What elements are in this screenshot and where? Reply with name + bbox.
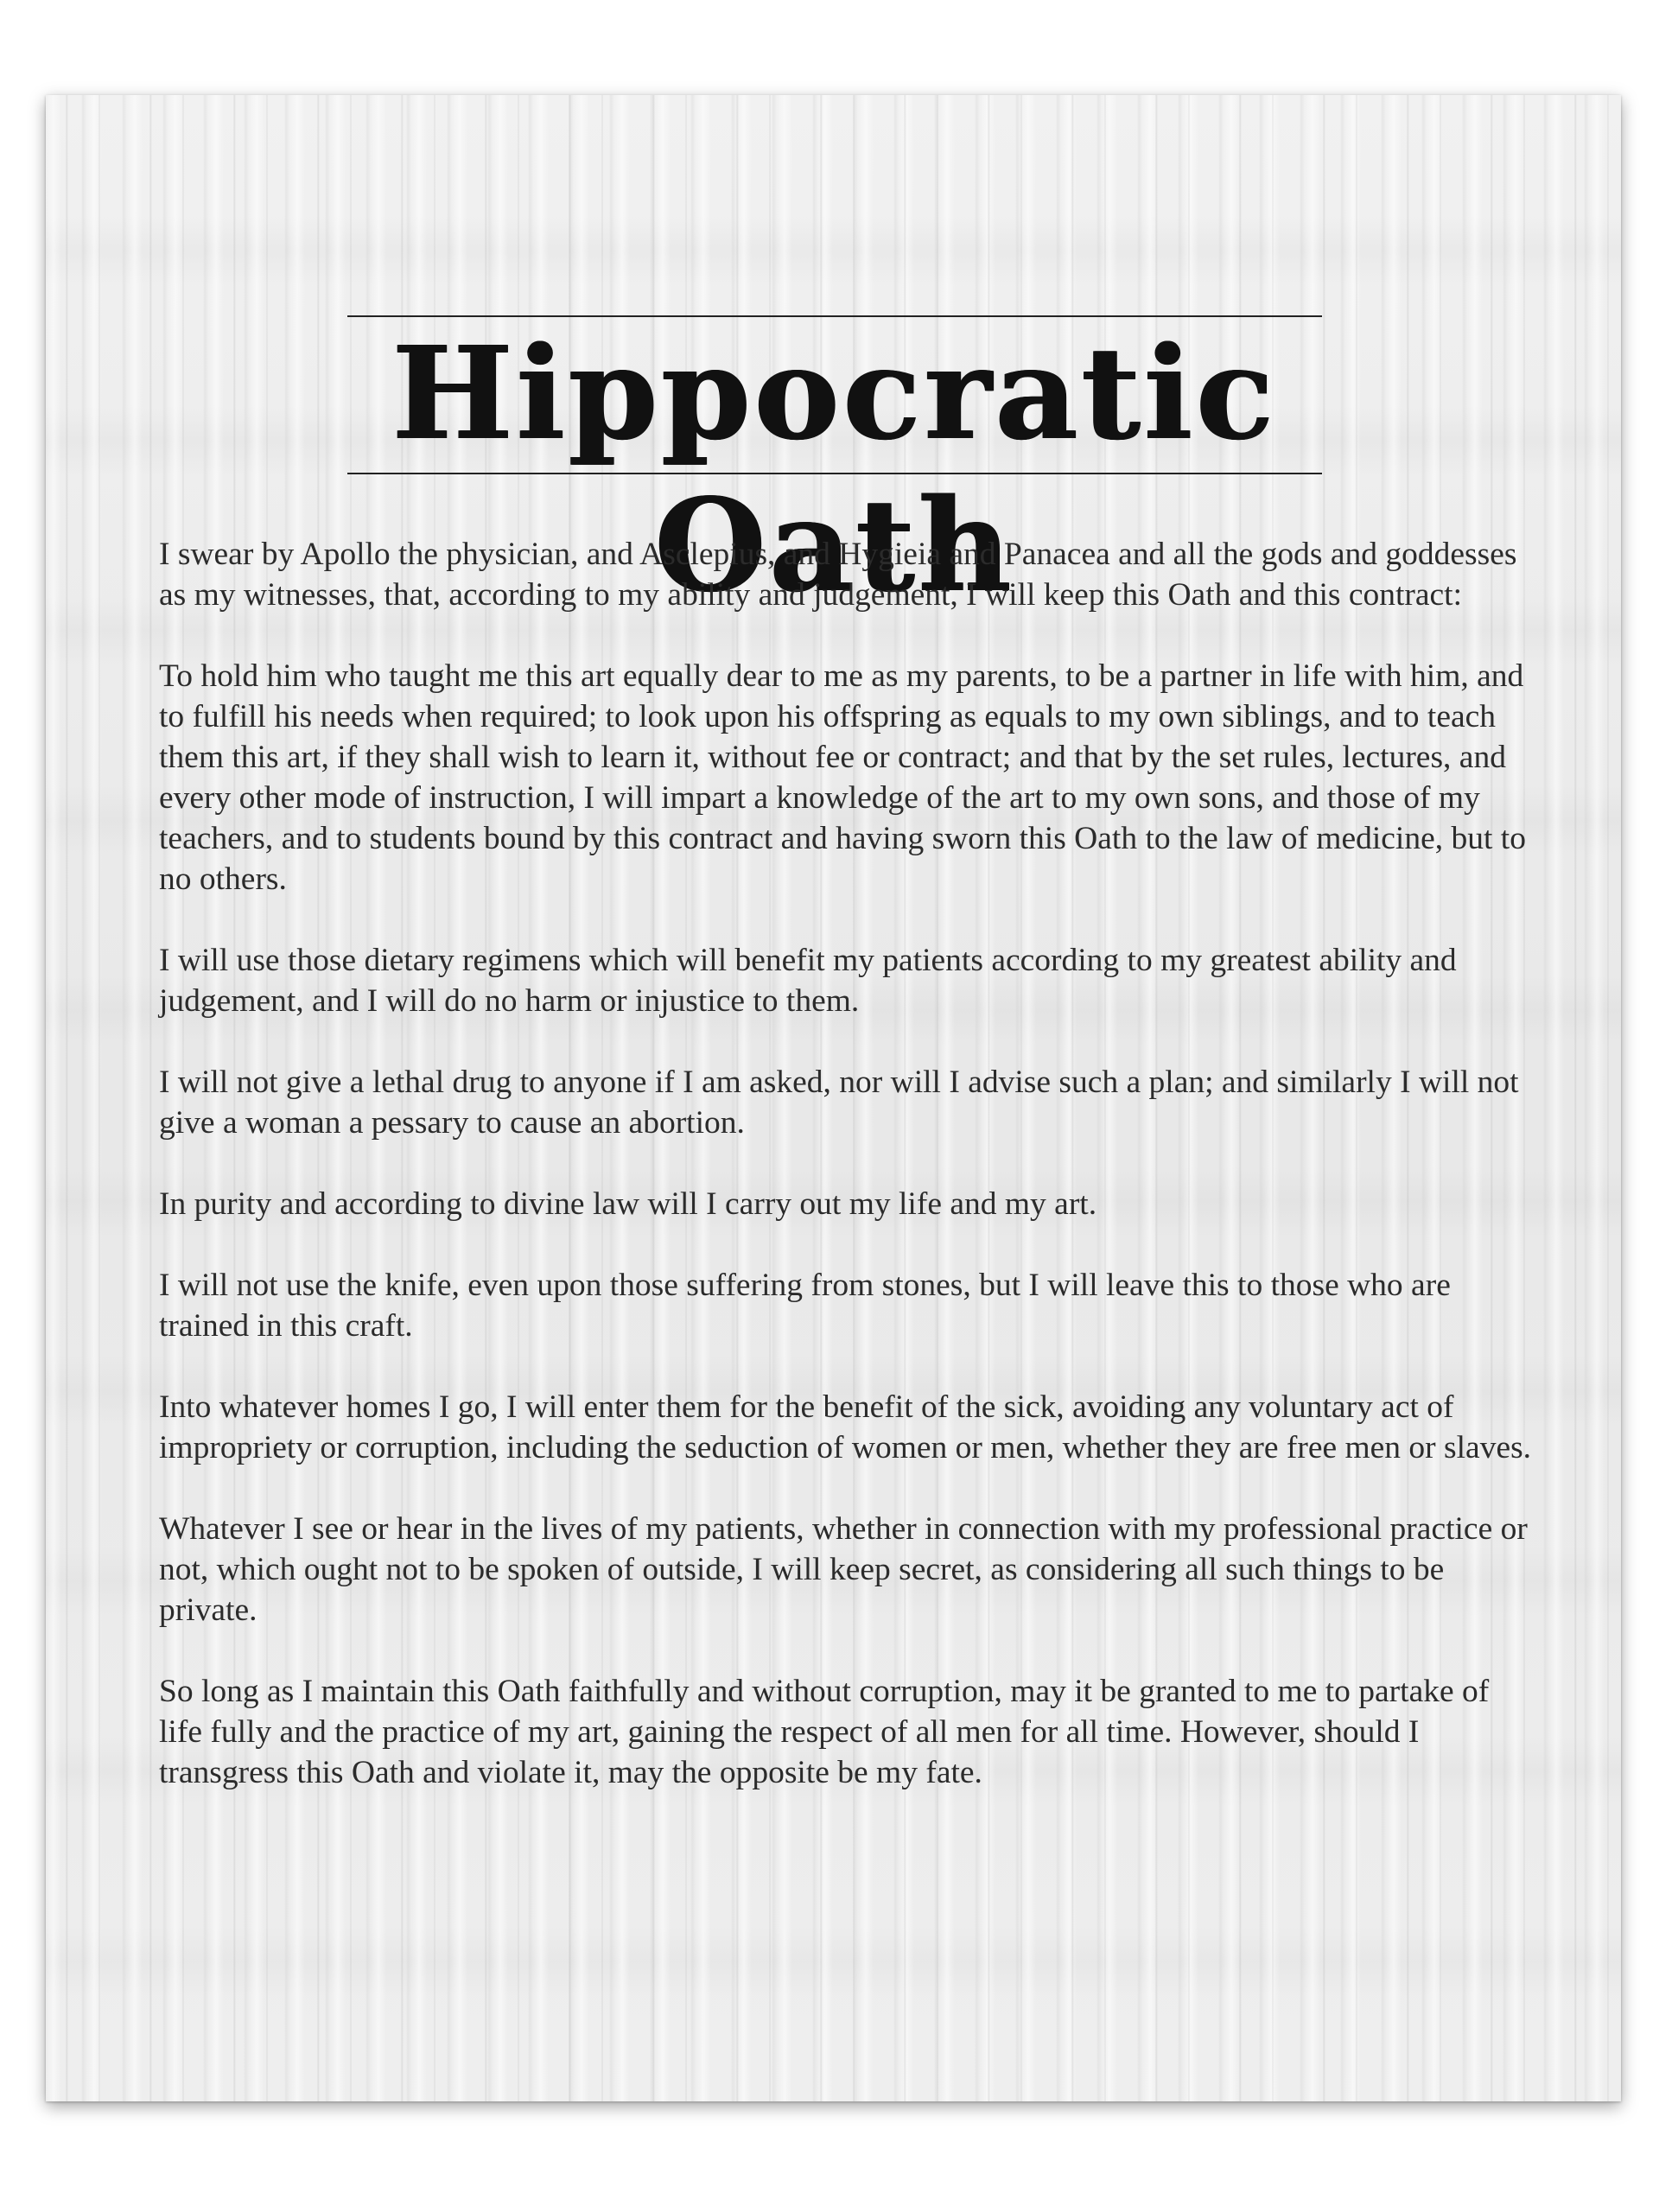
paragraph: So long as I maintain this Oath faithfully and without corruption, may it be granted to me to partake of life fully and the practice of my art, gaining the respect of all men for all time. However, should I transgress this Oath and violate it, may the opposite be my fate. [159,1674,1490,1790]
paragraph: I will use those dietary regimens which will benefit my patients according to my greatest ability and judgement, and I will do no harm or injustice to them. [159,943,1457,1019]
paragraph: Into whatever homes I go, I will enter them for the benefit of the sick, avoiding any voluntary act of impropriety or corruption, including the seduction of women or men, whether they are free men or slaves. [159,1389,1532,1465]
paragraph: I will not use the knife, even upon those suffering from stones, but I will leave this to those who are trained in this craft. [159,1268,1451,1344]
paragraph: Whatever I see or hear in the lives of my patients, whether in connection with my professional practice or not, which ought not to be spoken of outside, I will keep secret, as considering all such things to be private. [159,1511,1528,1628]
paragraph: I swear by Apollo the physician, and Asclepius, and Hygieia and Panacea and all the gods and goddesses as my witnesses, that, according to my ability and judgement, I will keep this Oath and this contract: [159,537,1517,613]
paragraph: To hold him who taught me this art equally dear to me as my parents, to be a partner in life with him, and to fulfill his needs when required; to look upon his offspring as equals to my own siblings, and to teach them this art, if they shall wish to learn it, without fee or contract; and that by the set rules, lectures, and every other mode of instruction, I will impart a knowledge of the art to my own sons, and those of my teachers, and to students bound by this contract and having sworn this Oath to the law of medicine, but to no others. [159,658,1526,897]
document-title: Hippocratic Oath [391,318,1278,620]
oath-body [159,534,1533,1834]
paragraph: In purity and according to divine law will I carry out my life and my art. [159,1186,1097,1222]
paragraph: I will not give a lethal drug to anyone if I am asked, nor will I advise such a plan; and similarly I will not give a woman a pessary to cause an abortion. [159,1065,1519,1141]
